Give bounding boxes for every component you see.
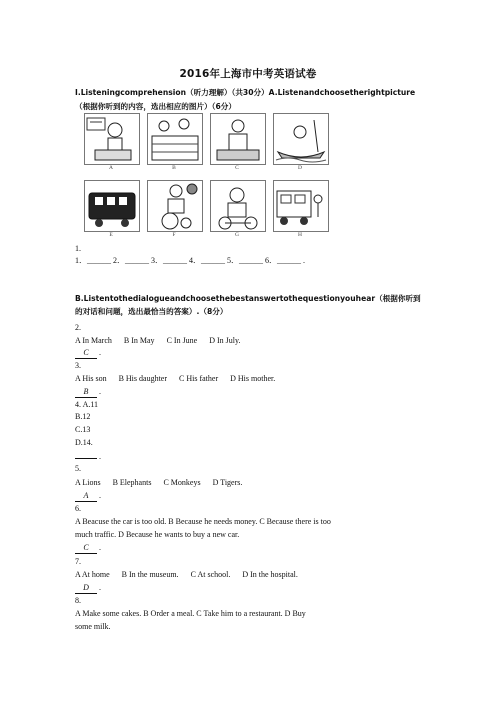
answer-line: C . [75, 542, 101, 554]
option: B In the museum. [121, 570, 179, 579]
option: C.13 [75, 425, 91, 434]
option: C Monkeys [163, 478, 201, 487]
option: B His daughter [118, 374, 167, 383]
question-options-line: A Make some cakes. B Order a meal. C Take him to a restaurant. D Buy [75, 609, 306, 618]
picture-label: H [298, 232, 302, 238]
question-number: 4. [75, 400, 81, 409]
question-options [75, 335, 251, 346]
option: B Elephants [112, 478, 152, 487]
option: A.11 [82, 400, 99, 409]
option: C His father [179, 374, 219, 383]
option: B.12 [75, 412, 91, 421]
option: D Tigers. [212, 478, 243, 487]
option: A In March [75, 336, 112, 345]
picture-label: C [235, 165, 239, 171]
picture-g-illustration [210, 180, 266, 232]
option: A His son [75, 374, 107, 383]
picture-b-illustration [147, 113, 203, 165]
answer-blank[interactable]: C [75, 348, 97, 359]
answer-line: A . [75, 490, 101, 502]
picture-label: B [172, 165, 176, 171]
question-options [75, 373, 285, 384]
picture-h-illustration [273, 180, 329, 232]
picture-label: G [235, 232, 239, 238]
answer-blank[interactable]: A [75, 491, 97, 502]
picture-c-illustration [210, 113, 266, 165]
answer-blank[interactable] [75, 450, 97, 459]
section-b-heading: B.Listentothedialogueandchoosethebestanswertothequestionyouhear（根据你听到的对话和问题，选出最恰当的答案）.（8分） [75, 294, 421, 316]
option: D In July. [209, 336, 241, 345]
question-options-line: much traffic. D Because he wants to buy a new car. [75, 530, 240, 539]
answer-line: C . [75, 347, 101, 359]
picture-d-illustration [273, 113, 329, 165]
question-number: 2. [75, 323, 81, 332]
question-number: 3. [75, 361, 81, 370]
picture-f-illustration [147, 180, 203, 232]
question-options-line: A Beacuse the car is too old. B Because he needs money. C Because there is too [75, 517, 331, 526]
picture-e-illustration [84, 180, 140, 232]
picture-label: E [109, 232, 113, 238]
question-option [75, 399, 98, 410]
option: D His mother. [230, 374, 276, 383]
option: A Lions [75, 478, 101, 487]
option: B In May [123, 336, 155, 345]
option: C In June [166, 336, 198, 345]
question-options-line: some milk. [75, 622, 111, 631]
page-title: 2016年上海市中考英语试卷 [179, 68, 317, 80]
answer-line: D . [75, 582, 101, 594]
answer-line: B . [75, 386, 101, 398]
section-a-heading: Ⅰ.Listeningcomprehension（听力理解）（共30分）A.Listenandchoosetherightpicture（根据你听到的内容，选出相应的图片）（6分） [75, 88, 416, 111]
question-number: 7. [75, 557, 81, 566]
option: C At school. [190, 570, 231, 579]
picture-label: A [109, 165, 113, 171]
question-number: 8. [75, 596, 81, 605]
answer-blank[interactable]: C [75, 543, 97, 554]
answer-blank[interactable]: D [75, 583, 97, 594]
question-options [75, 477, 252, 488]
answer-line: . [75, 450, 101, 462]
picture-label: F [172, 232, 176, 238]
option: A At home [75, 570, 110, 579]
answer-blank[interactable]: B [75, 387, 97, 398]
question-number: 1. [75, 244, 81, 253]
answer-blanks-line: 1．______ 2．______ 3．______ 4．______ 5．______ 6．______ . [75, 256, 305, 265]
option: D.14. [75, 438, 93, 447]
picture-label: D [298, 165, 302, 171]
question-options [75, 569, 308, 580]
option: D In the hospital. [242, 570, 298, 579]
question-number: 6. [75, 504, 81, 513]
picture-grid [80, 110, 332, 246]
picture-a-illustration [84, 113, 140, 165]
question-number: 5. [75, 464, 81, 473]
